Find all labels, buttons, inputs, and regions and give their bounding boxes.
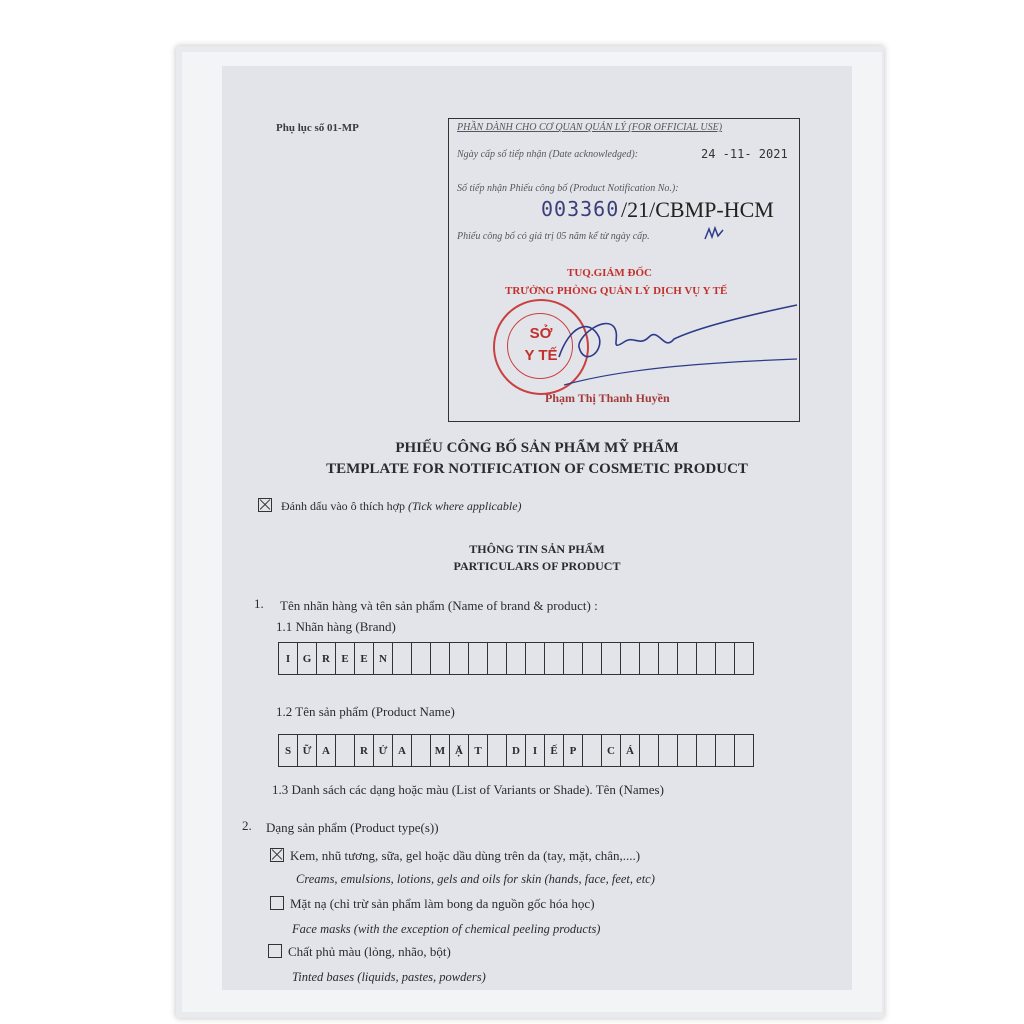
brand-cell[interactable] [621, 642, 640, 675]
signer-name: Phạm Thị Thanh Huyền [545, 391, 670, 405]
question-2-number: 2. [242, 818, 252, 833]
option-label-vn: Mặt nạ (chỉ trừ sản phẩm làm bong da nguồn gốc hóa học) [290, 896, 595, 911]
seal-text-1: SỞ [529, 325, 553, 342]
product-cell[interactable] [412, 734, 431, 767]
brand-cell[interactable]: N [374, 642, 393, 675]
validity-note: Phiếu công bố có giá trị 05 năm kể từ ngày cấp. [457, 231, 650, 242]
notification-number: 003360 [541, 197, 620, 221]
product-name-grid [278, 734, 754, 767]
product-cell[interactable]: Ặ [450, 734, 469, 767]
brand-cell[interactable] [735, 642, 754, 675]
official-use-box [448, 118, 800, 422]
product-cell[interactable] [735, 734, 754, 767]
product-cell[interactable] [697, 734, 716, 767]
signature-image [549, 297, 799, 387]
option-label-en: Tinted bases (liquids, pastes, powders) [292, 970, 486, 984]
product-cell[interactable] [640, 734, 659, 767]
product-cell[interactable]: R [355, 734, 374, 767]
brand-grid [278, 642, 754, 675]
brand-cell[interactable]: E [355, 642, 374, 675]
tick-instruction-vn: Đánh dấu vào ô thích hợp [281, 499, 405, 513]
form-title-en: TEMPLATE FOR NOTIFICATION OF COSMETIC PRODUCT [326, 461, 748, 477]
brand-cell[interactable]: G [298, 642, 317, 675]
brand-cell[interactable] [602, 642, 621, 675]
product-cell[interactable]: Á [621, 734, 640, 767]
brand-cell[interactable] [716, 642, 735, 675]
product-cell[interactable]: D [507, 734, 526, 767]
product-cell[interactable]: A [393, 734, 412, 767]
brand-cell[interactable]: R [317, 642, 336, 675]
option-label-vn: Chất phủ màu (lỏng, nhão, bột) [288, 944, 451, 959]
checked-checkbox[interactable] [270, 848, 284, 862]
brand-cell[interactable] [469, 642, 488, 675]
official-use-heading: PHẦN DÀNH CHO CƠ QUAN QUẢN LÝ (FOR OFFICIAL USE) [457, 122, 723, 133]
section-title-vn: THÔNG TIN SẢN PHẨM [469, 542, 605, 556]
ack-date-label: Ngày cấp số tiếp nhận (Date acknowledged): [457, 149, 639, 160]
product-cell[interactable]: Ữ [298, 734, 317, 767]
question-1-text: Tên nhãn hàng và tên sản phẩm (Name of brand & product) : [280, 598, 598, 613]
tick-instruction [258, 498, 522, 514]
brand-cell[interactable] [488, 642, 507, 675]
product-type-option[interactable] [270, 848, 640, 864]
product-cell[interactable]: A [317, 734, 336, 767]
sample-checked-box [258, 498, 272, 512]
option-label-vn: Kem, nhũ tương, sữa, gel hoặc dầu dùng trên da (tay, mặt, chân,....) [290, 848, 641, 863]
seal-text-2: Y TẾ [524, 347, 558, 364]
brand-cell[interactable] [678, 642, 697, 675]
product-type-option[interactable] [270, 896, 595, 912]
initial-mark [703, 225, 725, 243]
question-1-number: 1. [254, 596, 264, 611]
ack-date-value: 24 -11- 2021 [701, 147, 788, 161]
tick-instruction-en: (Tick where applicable) [407, 499, 522, 513]
product-cell[interactable]: Ử [374, 734, 393, 767]
brand-cell[interactable] [507, 642, 526, 675]
product-cell[interactable] [716, 734, 735, 767]
product-cell[interactable]: C [602, 734, 621, 767]
brand-cell[interactable] [583, 642, 602, 675]
brand-cell[interactable] [545, 642, 564, 675]
section-title-en: PARTICULARS OF PRODUCT [453, 559, 621, 573]
product-cell[interactable] [583, 734, 602, 767]
product-cell[interactable]: T [469, 734, 488, 767]
option-label-en: Creams, emulsions, lotions, gels and oils for skin (hands, face, feet, etc) [296, 872, 655, 886]
appendix-label: Phụ lục số 01-MP [276, 122, 359, 134]
brand-cell[interactable] [697, 642, 716, 675]
notification-suffix: /21/CBMP-HCM [621, 197, 774, 222]
brand-cell[interactable] [412, 642, 431, 675]
brand-cell[interactable] [659, 642, 678, 675]
product-cell[interactable]: S [279, 734, 298, 767]
product-name-label: 1.2 Tên sản phẩm (Product Name) [276, 704, 455, 719]
sign-title-1: TUQ.GIÁM ĐỐC [567, 267, 652, 279]
brand-label: 1.1 Nhãn hàng (Brand) [276, 619, 396, 634]
brand-cell[interactable] [526, 642, 545, 675]
product-cell[interactable]: P [564, 734, 583, 767]
document-page [222, 66, 852, 990]
product-cell[interactable] [659, 734, 678, 767]
product-cell[interactable] [678, 734, 697, 767]
brand-cell[interactable] [393, 642, 412, 675]
empty-checkbox[interactable] [268, 944, 282, 958]
product-cell[interactable]: I [526, 734, 545, 767]
sign-title-2: TRƯỞNG PHÒNG QUẢN LÝ DỊCH VỤ Y TẾ [505, 285, 728, 297]
variants-label: 1.3 Danh sách các dạng hoặc màu (List of Variants or Shade). Tên (Names) [272, 782, 664, 797]
empty-checkbox[interactable] [270, 896, 284, 910]
notification-no-label: Số tiếp nhận Phiếu công bố (Product Notification No.): [457, 183, 679, 194]
product-cell[interactable] [336, 734, 355, 767]
form-title-vn: PHIẾU CÔNG BỐ SẢN PHẨM MỸ PHẨM [395, 440, 679, 456]
product-cell[interactable] [488, 734, 507, 767]
brand-cell[interactable] [564, 642, 583, 675]
brand-cell[interactable]: I [279, 642, 298, 675]
product-cell[interactable]: M [431, 734, 450, 767]
brand-cell[interactable] [640, 642, 659, 675]
brand-cell[interactable] [431, 642, 450, 675]
brand-cell[interactable] [450, 642, 469, 675]
brand-cell[interactable]: E [336, 642, 355, 675]
option-label-en: Face masks (with the exception of chemical peeling products) [292, 922, 601, 936]
product-cell[interactable]: Ế [545, 734, 564, 767]
product-type-option[interactable] [268, 944, 451, 960]
question-2-text: Dạng sản phẩm (Product type(s)) [266, 820, 439, 835]
